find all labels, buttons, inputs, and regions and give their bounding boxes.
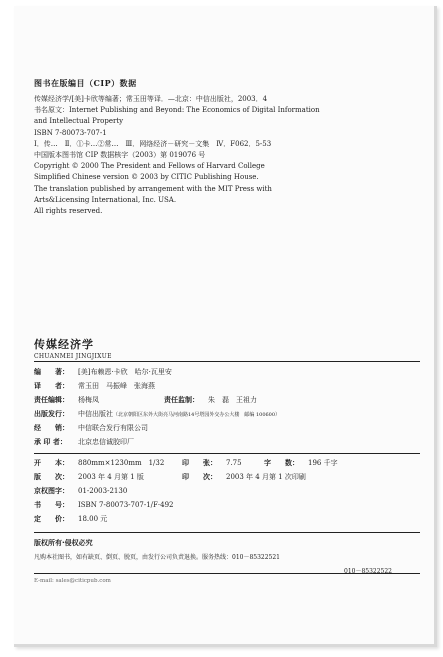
printing: 2003 年 4 月第 1 次印刷 bbox=[226, 473, 306, 481]
distributor-row bbox=[34, 422, 148, 434]
cip-line: and Intellectual Property bbox=[34, 117, 124, 126]
price-row bbox=[34, 513, 107, 525]
cip-line: All rights reserved. bbox=[34, 206, 103, 215]
words: 196 千字 bbox=[308, 459, 338, 467]
isbn: ISBN 7-80073-707-1/F·492 bbox=[78, 501, 174, 509]
publisher-label: 出版发行： bbox=[34, 410, 69, 418]
permit-label: 京权图字： bbox=[34, 487, 69, 495]
supervisor-label: 责任监制： bbox=[164, 396, 199, 404]
sheets-label: 印 张： bbox=[182, 459, 217, 467]
author: [美]布赖恩·卡欣 哈尔·瓦里安 bbox=[78, 368, 172, 376]
cip-line: Arts&Licensing International, Inc. USA. bbox=[34, 195, 177, 204]
copyright-page bbox=[14, 6, 437, 647]
distributor: 中信联合发行有限公司 bbox=[78, 424, 148, 432]
divider bbox=[34, 573, 420, 574]
permit: 01-2003-2130 bbox=[78, 487, 128, 495]
cip-line: Simplified Chinese version © 2003 by CITIC Publishing House. bbox=[34, 173, 259, 182]
divider bbox=[34, 361, 420, 362]
isbn-label: 书 号： bbox=[34, 501, 69, 509]
format-label: 开 本： bbox=[34, 459, 69, 467]
words-label: 字 数： bbox=[264, 459, 299, 467]
rights-notice: 凡购本社图书，如有缺页、倒页、脱页，由发行公司负责退换。服务热线：010－85322521 bbox=[34, 554, 280, 561]
editor-label: 责任编辑： bbox=[34, 396, 69, 404]
printer: 北京忠信诚胶印厂 bbox=[78, 438, 134, 446]
cip-line: 书名原文：Internet Publishing and Beyond: The Economics of Digital Information bbox=[34, 106, 320, 115]
translator-row bbox=[34, 380, 155, 392]
translator-label: 译 者： bbox=[34, 382, 69, 390]
divider bbox=[34, 532, 420, 533]
cip-line: ISBN 7-80073-707-1 bbox=[34, 128, 107, 137]
edition-label: 版 次： bbox=[34, 473, 69, 481]
permit-row bbox=[34, 485, 127, 497]
cip-line: Copyright © 2000 The President and Fellows of Harvard College bbox=[34, 162, 265, 171]
format: 880mm×1230mm 1/32 bbox=[78, 459, 165, 467]
author-label: 编 著： bbox=[34, 368, 69, 376]
author-row bbox=[34, 366, 172, 378]
divider bbox=[34, 453, 420, 454]
editor: 杨梅凤 bbox=[78, 396, 99, 404]
distributor-label: 经 销： bbox=[34, 424, 69, 432]
book-title-pinyin: CHUANMEI JINGJIXUE bbox=[34, 353, 112, 360]
printing-label: 印 次： bbox=[182, 473, 217, 481]
cip-line: The translation published by arrangement with the MIT Press with bbox=[34, 184, 272, 193]
book-title: 传媒经济学 bbox=[34, 338, 94, 351]
printer-row bbox=[34, 436, 134, 448]
sheets: 7.75 bbox=[226, 459, 242, 467]
edition-row bbox=[34, 471, 306, 483]
service-phone-2: 010－85322522 bbox=[344, 568, 392, 575]
publisher-name: 中信出版社 bbox=[78, 410, 113, 418]
editor-row bbox=[34, 394, 257, 406]
email: E-mail: sales@citicpub.com bbox=[34, 578, 111, 584]
price: 18.00 元 bbox=[78, 515, 108, 523]
edition: 2003 年 4 月第 1 版 bbox=[78, 473, 144, 481]
cip-line: Ⅰ．传… Ⅱ．①卡…②常… Ⅲ．网络经济－研究－文集 Ⅳ．F062．5-53 bbox=[34, 139, 272, 148]
cip-title: 图书在版编目（CIP）数据 bbox=[34, 78, 137, 88]
cip-line: 传媒经济学/[美]卡欣等编著；常玉田等译．—北京：中信出版社，2003．4 bbox=[34, 95, 268, 103]
printer-label: 承 印 者： bbox=[34, 438, 67, 446]
price-label: 定 价： bbox=[34, 515, 69, 523]
translator: 常玉田 马振峰 张海燕 bbox=[78, 382, 155, 390]
publisher-detail: （北京朝阳区东外大街亮马河南路14号塔园外交办公大楼 邮编 100600） bbox=[113, 412, 281, 418]
supervisor: 朱 磊 王祖力 bbox=[208, 396, 257, 404]
cip-block bbox=[34, 94, 320, 217]
publisher-row bbox=[34, 408, 280, 420]
cip-line: 中国版本图书馆 CIP 数据核字（2003）第 019076 号 bbox=[34, 150, 206, 159]
rights-title: 版权所有·侵权必究 bbox=[34, 539, 93, 547]
isbn-row bbox=[34, 499, 174, 511]
format-row bbox=[34, 457, 338, 469]
